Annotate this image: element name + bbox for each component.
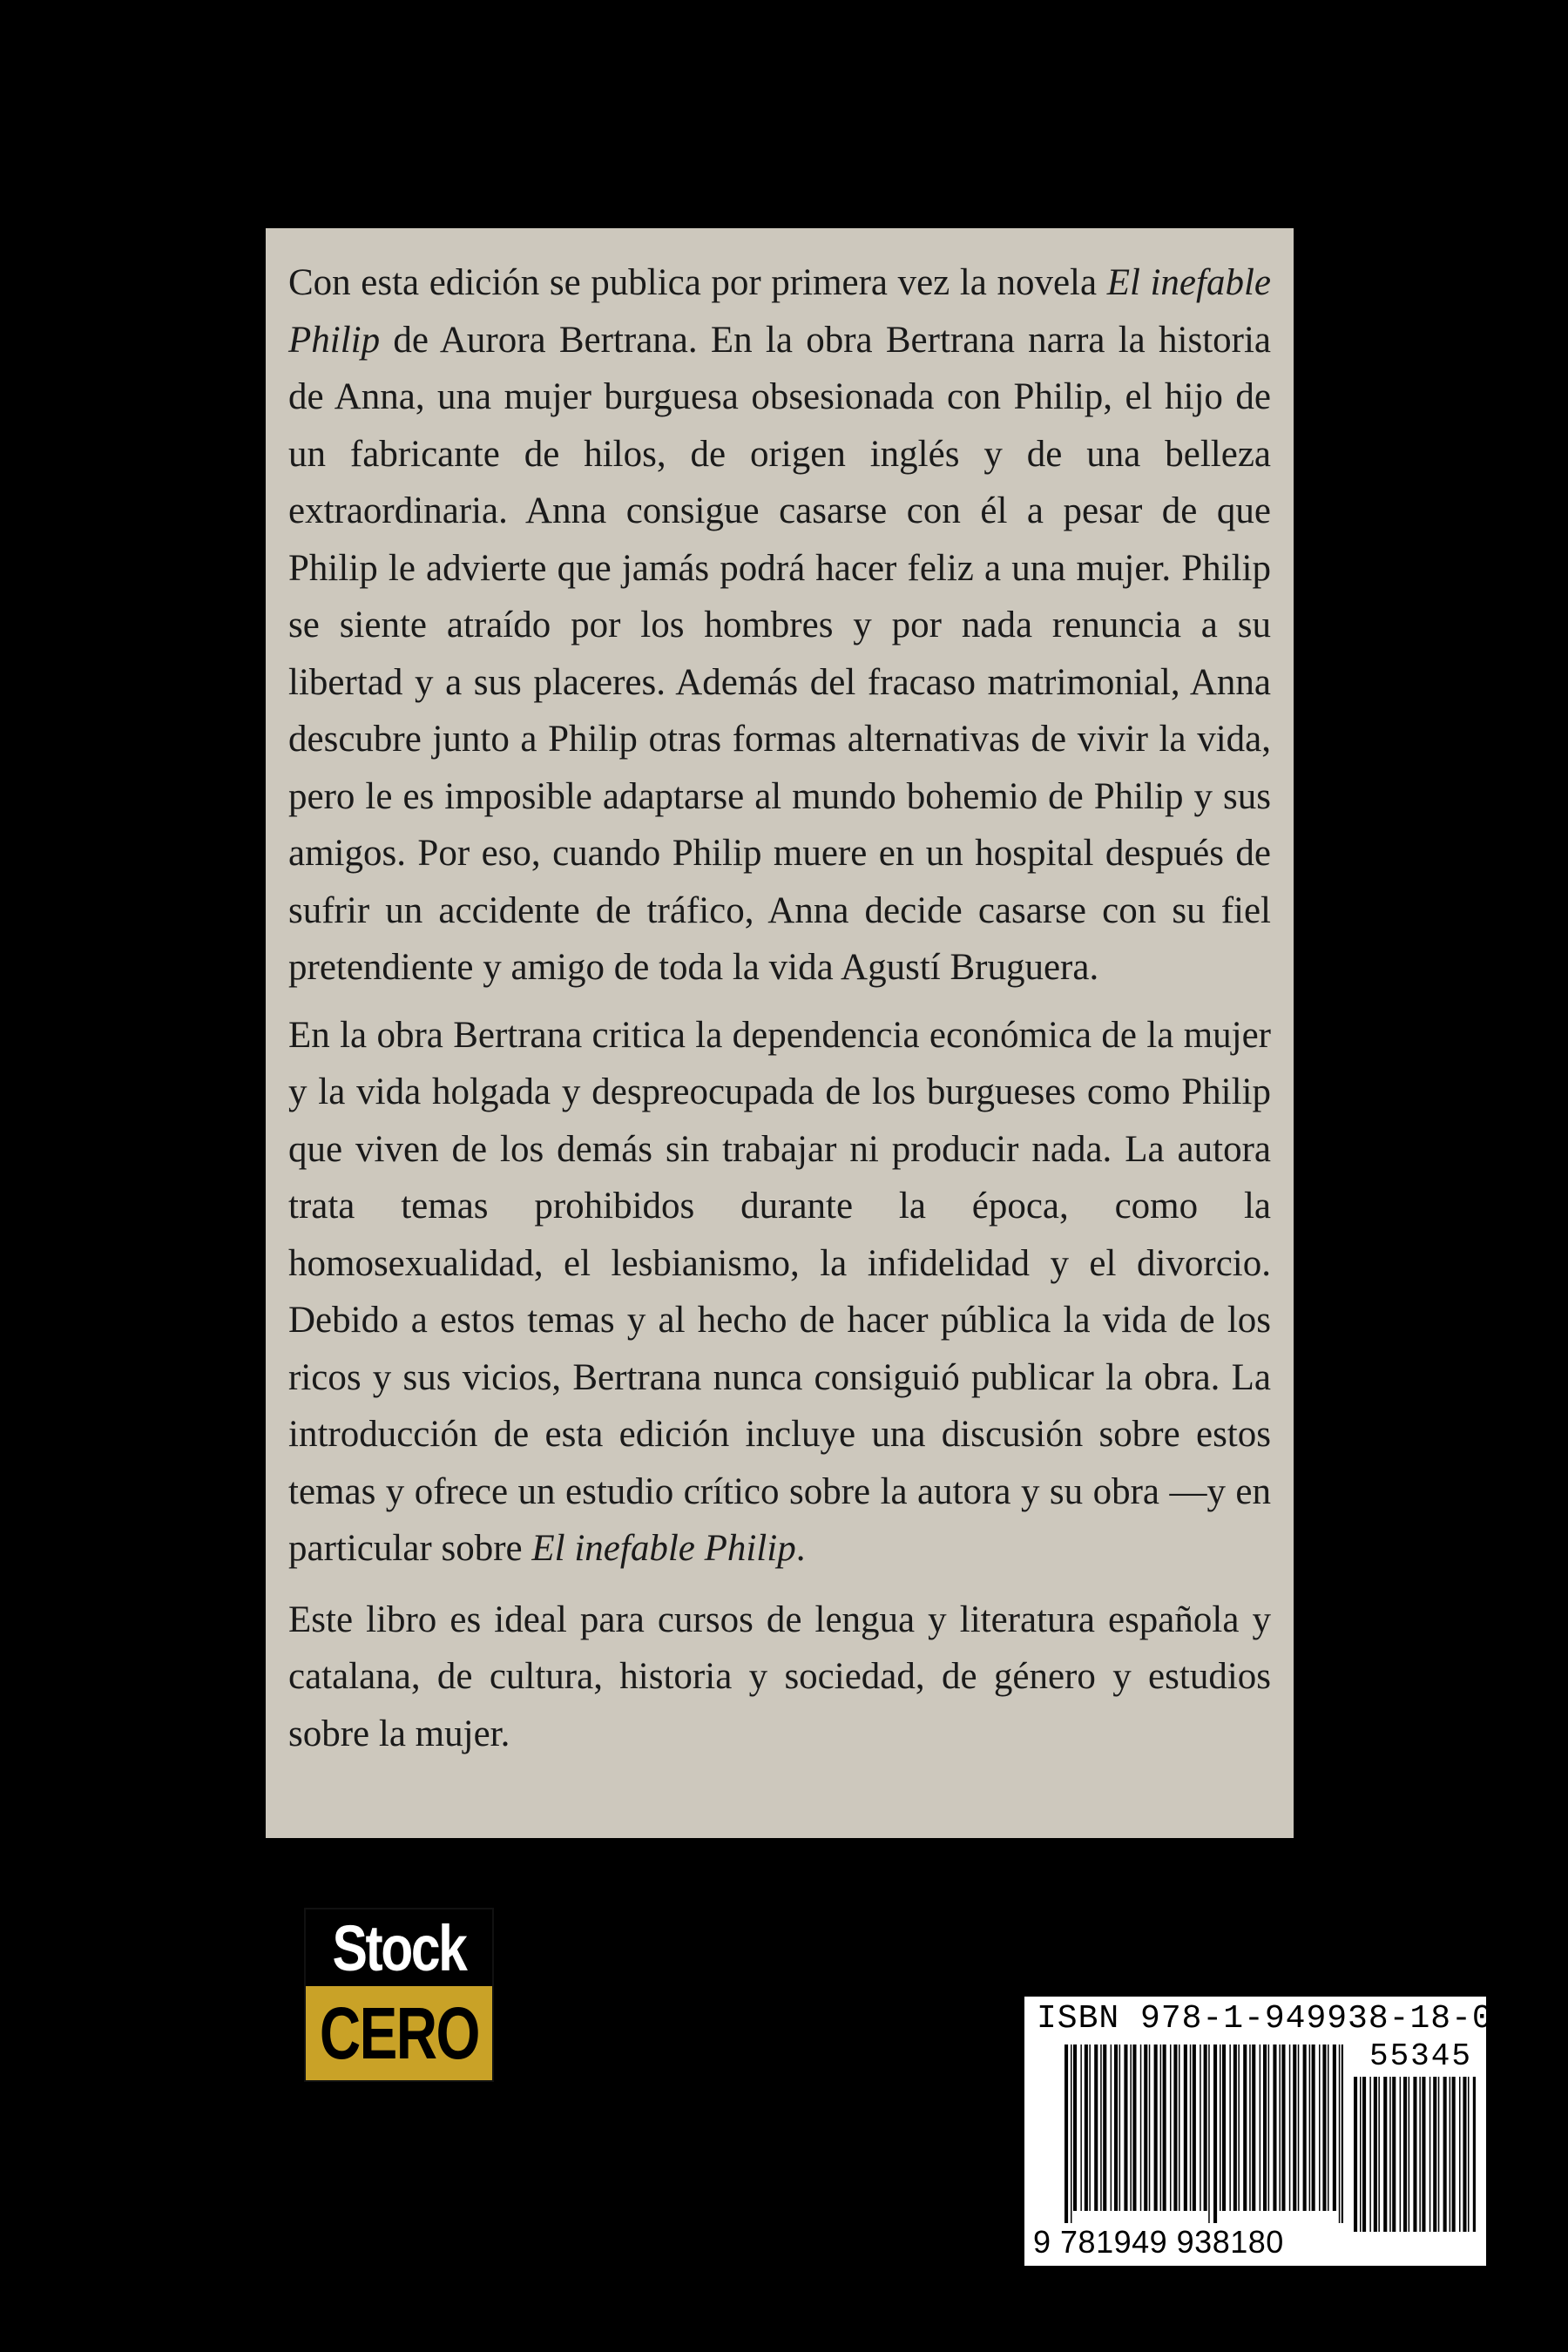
barcode-bar <box>1130 2044 1132 2211</box>
barcode-bar <box>1149 2044 1151 2211</box>
barcode-bar <box>1369 2077 1371 2232</box>
barcode-bar <box>1085 2044 1088 2211</box>
blurb-text: de Aurora Bertrana. En la obra Bertrana narra la historia de Anna, una mujer burguesa obsesionada con Philip, el hijo de un fabricante de hilos, de origen inglés y de una belleza extraordinaria. Anna consigue casarse con él a pesar de que Philip le advierte que jamás podrá hacer feliz a una mujer. Philip se siente atraído por los hombres y por nada renuncia a su libertad y a sus placeres. Además del fracaso matrimonial, Anna descubre junto a Philip otras formas alternativas de vivir la vida, pero le es imposible adaptarse al mundo bohemio de Philip y sus amigos. Por eso, cuando Philip muere en un hospital después de sufrir un accidente de tráfico, Anna decide casarse con su fiel pretendiente y amigo de toda la vida Agustí Bruguera. <box>288 319 1271 988</box>
barcode-bar <box>1339 2044 1341 2223</box>
ean-digits: 9 781949 938180 <box>1033 2224 1284 2260</box>
barcode-bar <box>1413 2077 1416 2232</box>
barcode-bar <box>1094 2044 1098 2211</box>
back-cover-blurb <box>266 228 1294 1838</box>
barcode-bar <box>1114 2044 1118 2211</box>
barcode-bar <box>1389 2077 1391 2232</box>
blurb-paragraph-1 <box>288 254 1271 997</box>
isbn-label: ISBN 978-1-949938-18-0 <box>1037 2000 1493 2038</box>
barcode-bar <box>1354 2077 1357 2232</box>
addon-barcode-bars <box>1354 2077 1476 2244</box>
barcode-bar <box>1140 2044 1142 2211</box>
barcode-bar <box>1342 2044 1343 2223</box>
barcode-bar <box>1450 2077 1451 2232</box>
barcode-bar <box>1233 2044 1237 2211</box>
barcode-bar <box>1273 2044 1276 2211</box>
barcode-bar <box>1459 2077 1461 2232</box>
barcode-bar <box>1080 2044 1082 2211</box>
barcode-bar <box>1374 2077 1377 2232</box>
barcode-bar <box>1463 2077 1466 2232</box>
blurb-paragraph-3: Este libro es ideal para cursos de lengua y literatura española y catalana, de cultura, historia y sociedad, de género y estudios sobre la mujer. <box>288 1598 1271 1754</box>
barcode-bar <box>1260 2044 1261 2211</box>
barcode-bar <box>1220 2044 1221 2211</box>
barcode-bar <box>1433 2077 1436 2232</box>
logo-word-cero-band <box>306 1986 492 2080</box>
blurb-text: . <box>795 1528 806 1569</box>
barcode-bar <box>1124 2044 1127 2211</box>
book-title-italic: El inefable Philip <box>288 262 1271 361</box>
barcode-bar <box>1409 2077 1410 2232</box>
barcode-bar <box>1452 2077 1456 2232</box>
barcode-bar <box>1222 2044 1226 2211</box>
barcode-bar <box>1213 2044 1217 2223</box>
barcode-bar <box>1309 2044 1311 2211</box>
barcode-bar <box>1362 2077 1366 2232</box>
barcode-bar <box>1154 2044 1158 2211</box>
barcode-bar <box>1103 2044 1106 2211</box>
barcode-bar <box>1204 2044 1207 2211</box>
barcode-bar <box>1144 2044 1147 2211</box>
barcode-bar <box>1281 2044 1285 2211</box>
barcode-bar <box>1312 2044 1315 2211</box>
barcode-bar <box>1333 2044 1336 2211</box>
barcode-bar <box>1100 2044 1102 2211</box>
barcode-bar <box>1249 2044 1251 2211</box>
book-title-italic: El inefable Philip <box>531 1528 796 1569</box>
barcode-bar <box>1429 2077 1431 2232</box>
barcode-bar <box>1422 2077 1425 2232</box>
barcode-bar <box>1208 2044 1210 2223</box>
barcode-bar <box>1190 2044 1192 2211</box>
barcode-bar <box>1468 2077 1470 2232</box>
publisher-logo <box>304 1908 494 2082</box>
ean-barcode-bars <box>1064 2044 1343 2223</box>
barcode-bar <box>1328 2044 1329 2211</box>
barcode-bar <box>1071 2044 1072 2223</box>
barcode-bar <box>1392 2077 1396 2232</box>
logo-word-cero: CERO <box>319 1991 479 2074</box>
barcode-bar <box>1322 2044 1326 2211</box>
barcode-bar <box>1403 2077 1407 2232</box>
barcode-bar <box>1268 2044 1270 2211</box>
barcode-bar <box>1360 2077 1362 2232</box>
barcode-bar <box>1263 2044 1267 2211</box>
barcode-bar <box>1443 2077 1447 2232</box>
price-code: 55345 <box>1369 2038 1472 2074</box>
barcode-bar <box>1400 2077 1402 2232</box>
barcode-bar <box>1243 2044 1247 2211</box>
barcode-bar <box>1238 2044 1240 2211</box>
barcode-bar <box>1184 2044 1187 2211</box>
barcode-bar <box>1252 2044 1255 2211</box>
barcode-bar <box>1438 2077 1440 2232</box>
barcode-bar <box>1383 2077 1387 2232</box>
barcode-bar <box>1279 2044 1281 2211</box>
barcode-bar <box>1473 2077 1476 2232</box>
blurb-text: Con esta edición se publica por primera vez la novela <box>288 262 1107 303</box>
barcode-bar <box>1111 2044 1112 2211</box>
barcode-bar <box>1298 2044 1300 2211</box>
barcode-bar <box>1289 2044 1291 2211</box>
barcode-bar <box>1119 2044 1121 2211</box>
barcode-bar <box>1229 2044 1231 2211</box>
barcode-bar <box>1163 2044 1166 2211</box>
barcode-bar <box>1293 2044 1296 2211</box>
blurb-text: En la obra Bertrana critica la dependencia económica de la mujer y la vida holgada y despreocupada de los burgueses como Philip que viven de los demás sin trabajar ni producir nada. La autora trata temas prohibidos durante la época, como la homosexualidad, el lesbianismo, la infidelidad y el divorcio. Debido a estos temas y al hecho de hacer pública la vida de los ricos y sus vicios, Bertrana nunca consiguió publicar la obra. La introducción de esta edición incluye una discusión sobre estos temas y ofrece un estudio crítico sobre la autora y su obra —y en particular sobre <box>288 1014 1271 1569</box>
barcode-bar <box>1419 2077 1421 2232</box>
barcode-bar <box>1132 2044 1136 2211</box>
barcode-bar <box>1160 2044 1162 2211</box>
blurb-paragraph-2 <box>288 1007 1271 1578</box>
barcode-bar <box>1073 2044 1077 2211</box>
logo-word-stock: Stock <box>332 1911 466 1984</box>
barcode-bar <box>1319 2044 1321 2211</box>
barcode-bar <box>1179 2044 1180 2211</box>
isbn-barcode <box>1024 1997 1493 2266</box>
barcode-bar <box>1173 2044 1177 2211</box>
barcode-bar <box>1200 2044 1201 2211</box>
barcode-bar <box>1378 2077 1380 2232</box>
barcode-bar <box>1089 2044 1091 2211</box>
barcode-bar <box>1303 2044 1307 2211</box>
barcode-bar <box>1064 2044 1068 2223</box>
barcode-bar <box>1170 2044 1172 2211</box>
barcode-bar <box>1193 2044 1196 2211</box>
